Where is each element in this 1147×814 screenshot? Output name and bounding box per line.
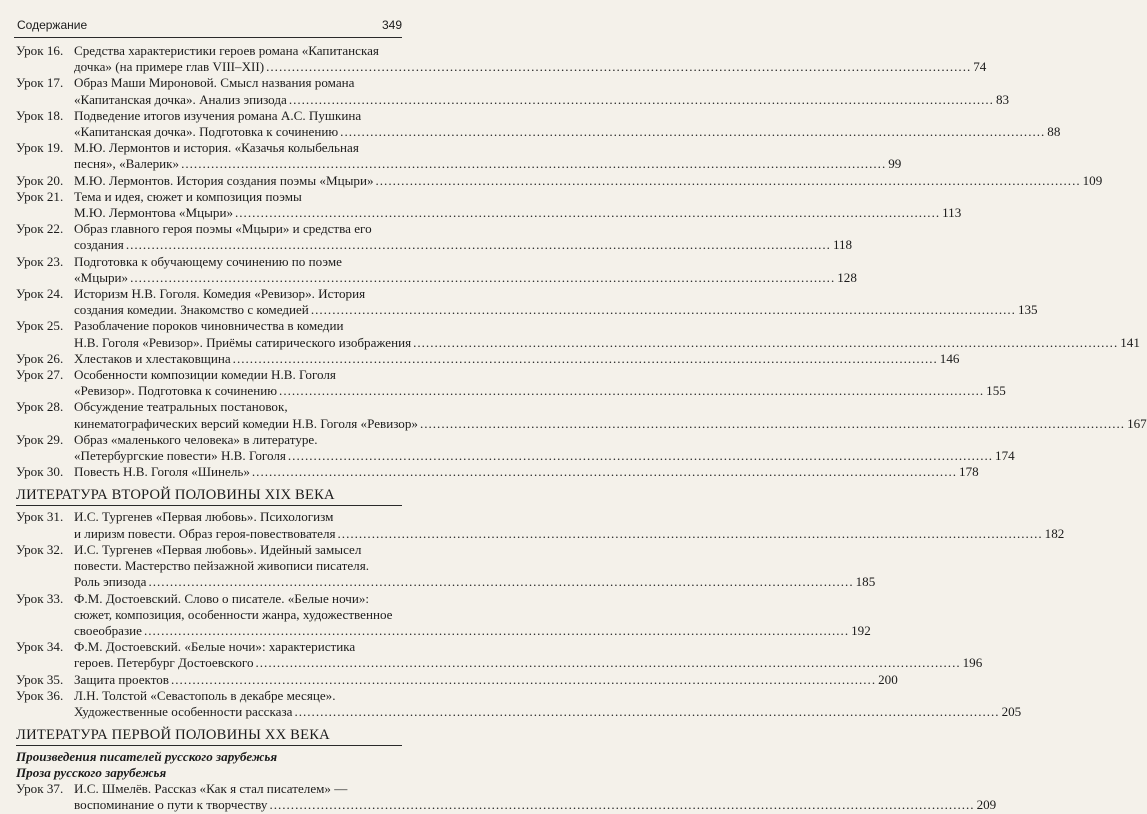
toc-entry[interactable]: [16, 253, 857, 286]
toc-entry[interactable]: [16, 509, 1065, 541]
toc-entry[interactable]: [16, 75, 1010, 107]
running-head: [17, 18, 402, 32]
lesson-title-line: создания комедии. Знакомство с комедией: [74, 302, 309, 318]
lesson-title-line: Хлестаков и хлестаковщина: [74, 350, 231, 366]
lesson-title-line: Средства характеристики героев романа «Капитанская: [74, 43, 379, 58]
table-of-contents: [16, 43, 1147, 814]
lesson-title-line: своеобразие: [74, 622, 142, 638]
dot-leader: [148, 574, 853, 590]
dot-leader: [376, 173, 1081, 189]
toc-entry[interactable]: [16, 464, 979, 480]
toc-page-number: 146: [939, 350, 960, 366]
lesson-label: Урок 16.: [16, 43, 64, 58]
lesson-label: Урок 33.: [16, 590, 64, 606]
lesson-label: Урок 21.: [16, 188, 64, 204]
dot-leader: [233, 351, 938, 367]
lesson-label: Урок 22.: [16, 221, 64, 237]
lesson-title-line: создания: [74, 237, 124, 253]
toc-entry[interactable]: [16, 221, 853, 253]
running-head-title: Содержание: [17, 18, 88, 32]
lesson-title-line: Защита проектов: [74, 671, 169, 687]
lesson-title-line: М.Ю. Лермонтова «Мцыри»: [74, 205, 233, 221]
lesson-title-line: дочка» (на примере глав VIII–XII): [74, 59, 265, 75]
toc-page-number: 74: [973, 59, 987, 75]
toc-page-number: 205: [1001, 703, 1022, 719]
lesson-label: Урок 19.: [16, 140, 64, 156]
lesson-title-line: Образ Маши Мироновой. Смысл названия романа: [74, 75, 355, 91]
lesson-title-line: «Мцыри»: [74, 269, 129, 285]
lesson-title-line: «Капитанская дочка». Анализ эпизода: [74, 91, 287, 107]
lesson-title-line: Л.Н. Толстой «Севастополь в декабре месяце».: [74, 687, 336, 703]
lesson-title-line: Подготовка к обучающему сочинению по поэме: [74, 253, 342, 269]
lesson-label: Урок 18.: [16, 107, 64, 123]
toc-entry[interactable]: [16, 188, 962, 221]
lesson-label: Урок 36.: [16, 687, 64, 703]
dot-leader: [252, 464, 957, 480]
dot-leader: [235, 205, 940, 221]
lesson-title-line: Обсуждение театральных постановок,: [74, 399, 288, 415]
lesson-label: Урок 27.: [16, 367, 64, 383]
dot-leader: [171, 672, 876, 688]
toc-entry[interactable]: [16, 399, 1147, 431]
toc-page-number: 155: [986, 383, 1006, 399]
lesson-title-line: Подведение итогов изучения романа А.С. Пушкина: [74, 107, 362, 123]
lesson-title-line: воспоминание о пути к творчеству: [74, 797, 268, 813]
lesson-label: Урок 23.: [16, 253, 64, 269]
lesson-title-line: Историзм Н.В. Гоголя. Комедия «Ревизор». История: [74, 286, 366, 302]
toc-page-number: 185: [855, 574, 876, 590]
toc-entry[interactable]: [16, 350, 960, 367]
lesson-title-line: И.С. Тургенев «Первая любовь». Психологизм: [74, 509, 334, 525]
lesson-label: Урок 17.: [16, 75, 64, 91]
lesson-title-line: Н.В. Гоголя «Ревизор». Приёмы сатирического изображения: [74, 334, 412, 350]
dot-leader: [338, 526, 1043, 542]
toc-entry[interactable]: [16, 318, 1140, 350]
header-rule: [14, 37, 402, 38]
dot-leader: [144, 623, 849, 639]
subsection-title: Проза русского зарубежья: [16, 765, 167, 781]
toc-entry[interactable]: [16, 172, 1103, 189]
dot-leader: [413, 335, 1118, 351]
lesson-title-line: повести. Мастерство пейзажной живописи писателя.: [74, 558, 369, 574]
toc-entry[interactable]: [16, 140, 902, 172]
toc-page-number: 99: [888, 156, 902, 172]
lesson-title-line: и лиризм повести. Образ героя-повествователя: [74, 525, 336, 541]
dot-leader: [288, 448, 993, 464]
toc-entry[interactable]: [16, 43, 987, 75]
section-title: ЛИТЕРАТУРА ПЕРВОЙ ПОЛОВИНЫ XX ВЕКА: [16, 726, 402, 746]
lesson-label: Урок 20.: [16, 172, 64, 188]
toc-page-number: 109: [1082, 172, 1103, 188]
toc-page-number: 118: [832, 237, 853, 253]
toc-page-number: 178: [959, 464, 979, 480]
section-title: ЛИТЕРАТУРА ВТОРОЙ ПОЛОВИНЫ XIX ВЕКА: [16, 486, 402, 506]
dot-leader: [256, 655, 961, 671]
lesson-label: Урок 29.: [16, 431, 64, 447]
toc-entry[interactable]: [16, 107, 1061, 140]
subsection-title: Произведения писателей русского зарубежья: [16, 749, 278, 765]
lesson-title-line: М.Ю. Лермонтов и история. «Казачья колыбельная: [74, 140, 359, 156]
lesson-label: Урок 31.: [16, 509, 64, 525]
lesson-title-line: Образ «маленького человека» в литературе.: [74, 431, 318, 447]
lesson-title-line: Образ главного героя поэмы «Мцыри» и средства его: [74, 221, 372, 237]
toc-page-number: 209: [976, 797, 997, 813]
lesson-label: Урок 34.: [16, 639, 64, 655]
toc-page-number: 182: [1044, 525, 1065, 541]
toc-entry[interactable]: [16, 781, 997, 813]
dot-leader: [269, 797, 974, 813]
dot-leader: [289, 92, 994, 108]
lesson-title-line: сюжет, композиция, особенности жанра, художественное: [74, 606, 393, 622]
toc-entry[interactable]: [16, 431, 1015, 464]
lesson-label: Урок 24.: [16, 286, 64, 302]
dot-leader: [340, 124, 1045, 140]
lesson-title-line: Тема и идея, сюжет и композиция поэмы: [74, 188, 302, 204]
toc-page-number: 135: [1017, 302, 1038, 318]
toc-page-number: 196: [962, 655, 983, 671]
lesson-title-line: «Петербургские повести» Н.В. Гоголя: [74, 448, 286, 464]
toc-entry[interactable]: [16, 671, 898, 688]
lesson-title-line: песня», «Валерик»: [74, 156, 180, 172]
dot-leader: [126, 237, 831, 253]
dot-leader: [311, 302, 1016, 318]
lesson-title-line: Художественные особенности рассказа: [74, 703, 293, 719]
lesson-label: Урок 30.: [16, 464, 64, 480]
lesson-title-line: «Капитанская дочка». Подготовка к сочинению: [74, 124, 339, 140]
lesson-title-line: Роль эпизода: [74, 574, 147, 590]
toc-entry[interactable]: [16, 639, 983, 671]
dot-leader: [279, 383, 984, 399]
lesson-title-line: И.С. Шмелёв. Рассказ «Как я стал писателем» —: [74, 781, 348, 797]
lesson-label: Урок 26.: [16, 350, 64, 366]
dot-leader: [420, 416, 1125, 432]
lesson-title-line: Повесть Н.В. Гоголя «Шинель»: [74, 464, 250, 480]
toc-entry[interactable]: [16, 687, 1022, 720]
lesson-label: Урок 28.: [16, 399, 64, 415]
lesson-title-line: героев. Петербург Достоевского: [74, 655, 254, 671]
dot-leader: [266, 59, 971, 75]
lesson-title-line: И.С. Тургенев «Первая любовь». Идейный замысел: [74, 541, 362, 557]
lesson-label: Урок 25.: [16, 318, 64, 334]
dot-leader: [130, 270, 835, 286]
lesson-title-line: «Ревизор». Подготовка к сочинению: [74, 383, 278, 399]
lesson-title-line: Особенности композиции комедии Н.В. Гоголя: [74, 367, 336, 383]
toc-entry[interactable]: [16, 286, 1038, 318]
toc-page-number: 83: [995, 91, 1010, 107]
lesson-title-line: Ф.М. Достоевский. «Белые ночи»: характеристика: [74, 639, 356, 655]
toc-page-number: 141: [1120, 334, 1140, 350]
lesson-title-line: кинематографических версий комедии Н.В. Гоголя «Ревизор»: [74, 415, 418, 431]
dot-leader: [181, 156, 886, 172]
lesson-title-line: Разоблачение пороков чиновничества в комедии: [74, 318, 344, 334]
toc-page-number: 174: [995, 448, 1015, 464]
toc-page-number: 192: [851, 622, 871, 638]
page-number: 349: [381, 18, 402, 32]
lesson-title-line: Ф.М. Достоевский. Слово о писателе. «Белые ночи»:: [74, 590, 370, 606]
lesson-title-line: М.Ю. Лермонтов. История создания поэмы «Мцыри»: [74, 172, 374, 188]
toc-entry[interactable]: [16, 541, 876, 591]
toc-entry[interactable]: [16, 590, 871, 640]
toc-page-number: 167: [1127, 415, 1147, 431]
toc-entry[interactable]: [16, 367, 1006, 399]
lesson-label: Урок 37.: [16, 781, 64, 797]
lesson-label: Урок 32.: [16, 541, 64, 557]
toc-page-number: 88: [1047, 124, 1061, 140]
lesson-label: Урок 35.: [16, 671, 64, 687]
toc-page-number: 128: [837, 269, 857, 285]
toc-page-number: 200: [878, 671, 898, 687]
toc-page-number: 113: [942, 205, 962, 221]
dot-leader: [294, 704, 999, 720]
